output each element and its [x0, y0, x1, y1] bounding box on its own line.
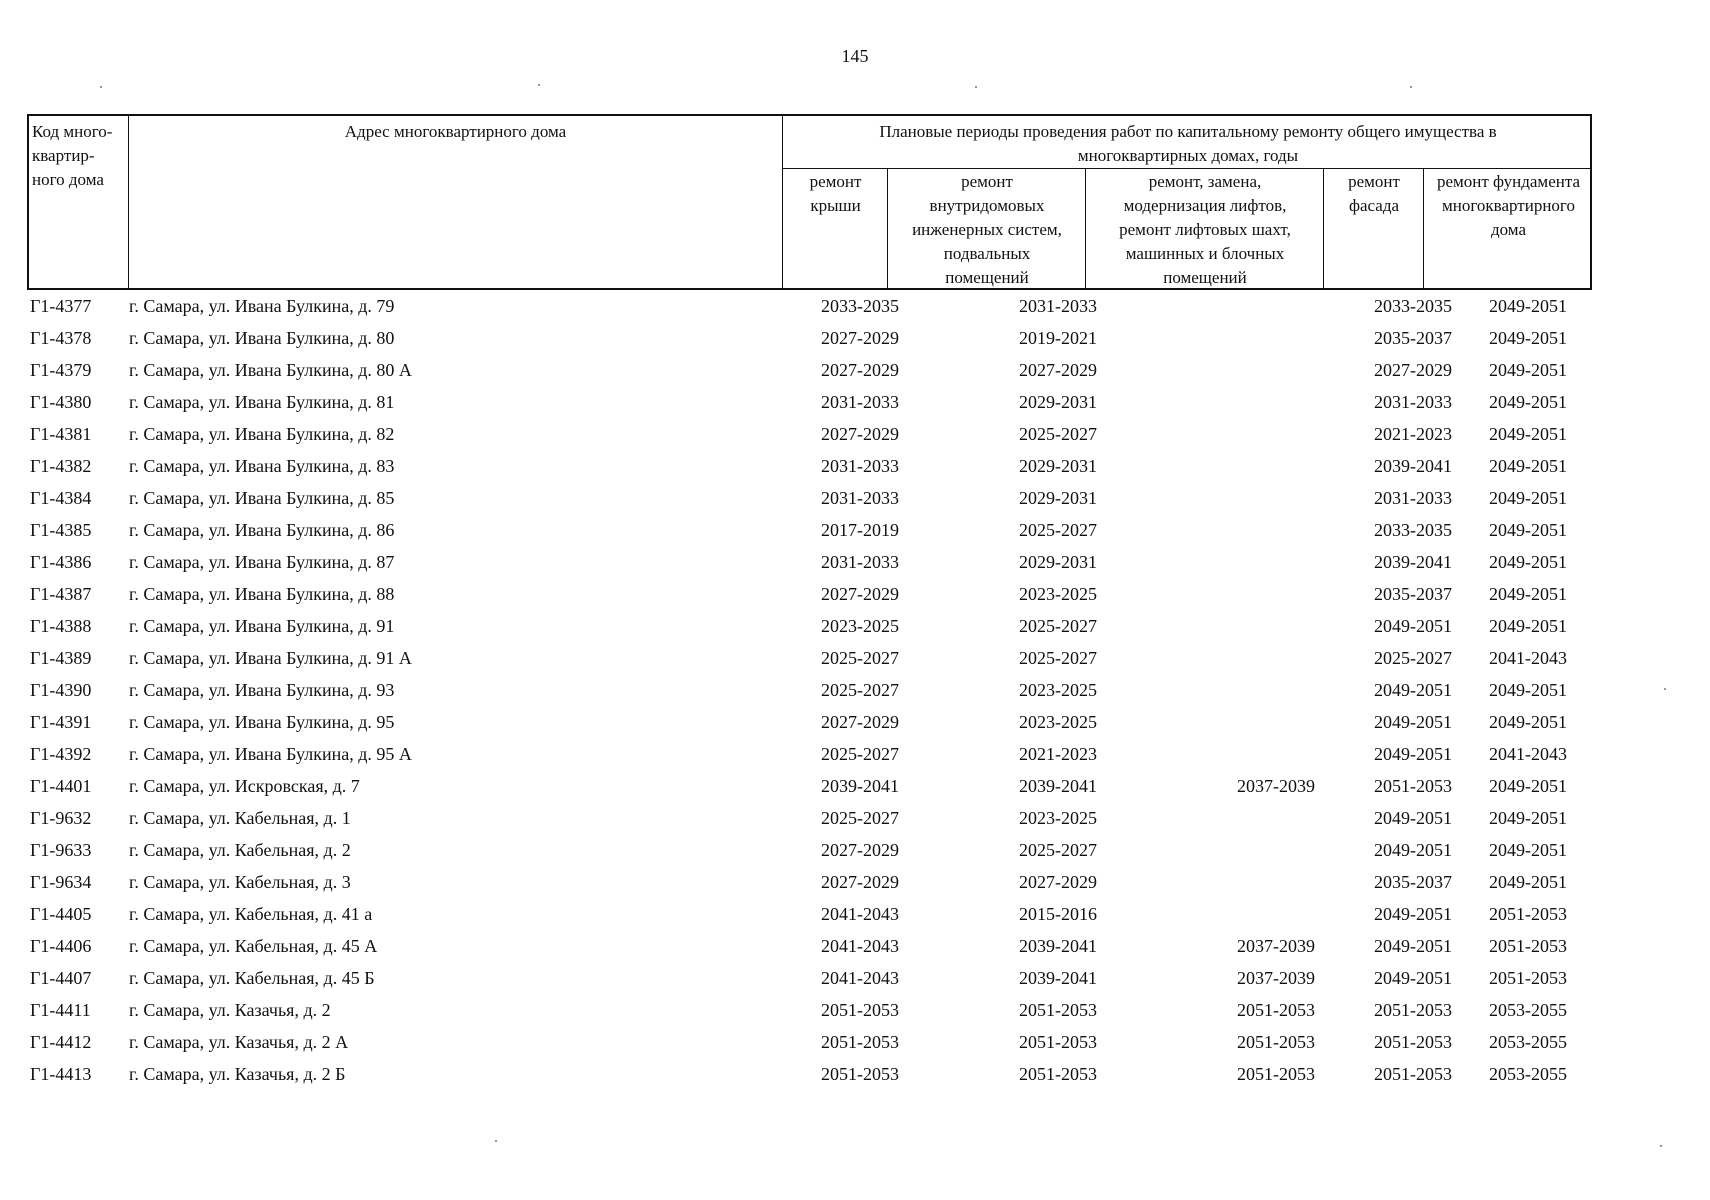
header-periods-group — [784, 120, 1592, 168]
cell-roof-repair: 2027-2029 — [821, 712, 899, 732]
header-line: помещений — [1163, 268, 1247, 287]
cell-foundation-repair: 2053-2055 — [1489, 1032, 1567, 1052]
cell-roof-repair: 2023-2025 — [821, 616, 899, 636]
header-line: модернизация лифтов, — [1123, 196, 1287, 215]
table-row — [27, 610, 1592, 642]
cell-lift-repair: 2037-2039 — [1237, 968, 1315, 988]
divider — [887, 168, 888, 290]
cell-roof-repair: 2027-2029 — [821, 872, 899, 892]
cell-foundation-repair: 2049-2051 — [1489, 360, 1567, 380]
cell-foundation-repair: 2049-2051 — [1489, 808, 1567, 828]
cell-roof-repair: 2031-2033 — [821, 552, 899, 572]
table-row — [27, 418, 1592, 450]
cell-address: г. Самара, ул. Ивана Булкина, д. 91 А — [129, 648, 412, 668]
cell-lift-repair: 2051-2053 — [1237, 1064, 1315, 1084]
scan-speck — [100, 86, 102, 88]
cell-code: Г1-4407 — [30, 968, 92, 988]
header-engineering — [889, 170, 1085, 290]
header-line: ремонт — [1348, 172, 1400, 191]
table-row — [27, 834, 1592, 866]
cell-code: Г1-4384 — [30, 488, 92, 508]
cell-facade-repair: 2049-2051 — [1374, 680, 1452, 700]
header-line: крыши — [810, 196, 861, 215]
header-code — [29, 120, 131, 192]
cell-foundation-repair: 2041-2043 — [1489, 648, 1567, 668]
cell-engineering-repair: 2039-2041 — [1019, 968, 1097, 988]
header-line: квартир- — [32, 146, 95, 165]
header-lift — [1087, 170, 1323, 290]
cell-code: Г1-4382 — [30, 456, 92, 476]
cell-engineering-repair: 2039-2041 — [1019, 776, 1097, 796]
table-row — [27, 802, 1592, 834]
cell-foundation-repair: 2049-2051 — [1489, 520, 1567, 540]
cell-foundation-repair: 2053-2055 — [1489, 1064, 1567, 1084]
cell-roof-repair: 2041-2043 — [821, 968, 899, 988]
cell-facade-repair: 2021-2023 — [1374, 424, 1452, 444]
cell-engineering-repair: 2021-2023 — [1019, 744, 1097, 764]
cell-code: Г1-4391 — [30, 712, 92, 732]
cell-address: г. Самара, ул. Ивана Булкина, д. 93 — [129, 680, 395, 700]
cell-engineering-repair: 2025-2027 — [1019, 648, 1097, 668]
header-line: ремонт, замена, — [1148, 172, 1262, 191]
divider — [782, 116, 783, 290]
table-row — [27, 674, 1592, 706]
cell-address: г. Самара, ул. Кабельная, д. 2 — [129, 840, 351, 860]
cell-facade-repair: 2039-2041 — [1374, 456, 1452, 476]
cell-lift-repair: 2037-2039 — [1237, 936, 1315, 956]
cell-lift-repair: 2051-2053 — [1237, 1032, 1315, 1052]
cell-facade-repair: 2049-2051 — [1374, 904, 1452, 924]
table-row — [27, 1026, 1592, 1058]
header-line: инженерных систем, — [912, 220, 1062, 239]
cell-facade-repair: 2051-2053 — [1374, 1000, 1452, 1020]
cell-roof-repair: 2031-2033 — [821, 456, 899, 476]
cell-foundation-repair: 2041-2043 — [1489, 744, 1567, 764]
table-row — [27, 354, 1592, 386]
cell-roof-repair: 2027-2029 — [821, 584, 899, 604]
cell-code: Г1-4380 — [30, 392, 92, 412]
cell-roof-repair: 2027-2029 — [821, 424, 899, 444]
cell-facade-repair: 2051-2053 — [1374, 1064, 1452, 1084]
header-roof — [784, 170, 887, 218]
cell-code: Г1-9633 — [30, 840, 92, 860]
header-line: подвальных — [943, 244, 1031, 263]
header-line: помещений — [945, 268, 1029, 287]
cell-lift-repair: 2051-2053 — [1237, 1000, 1315, 1020]
header-line: внутридомовых — [929, 196, 1045, 215]
cell-address: г. Самара, ул. Кабельная, д. 41 а — [129, 904, 373, 924]
scan-speck — [538, 84, 540, 86]
cell-engineering-repair: 2023-2025 — [1019, 712, 1097, 732]
cell-address: г. Самара, ул. Ивана Булкина, д. 82 — [129, 424, 395, 444]
table-row — [27, 514, 1592, 546]
cell-address: г. Самара, ул. Ивана Булкина, д. 80 — [129, 328, 395, 348]
cell-foundation-repair: 2049-2051 — [1489, 296, 1567, 316]
cell-roof-repair: 2031-2033 — [821, 488, 899, 508]
cell-code: Г1-4392 — [30, 744, 92, 764]
cell-code: Г1-4411 — [30, 1000, 91, 1020]
table-row — [27, 290, 1592, 322]
cell-roof-repair: 2051-2053 — [821, 1000, 899, 1020]
header-line: фасада — [1348, 196, 1400, 215]
cell-address: г. Самара, ул. Ивана Булкина, д. 85 — [129, 488, 395, 508]
cell-address: г. Самара, ул. Ивана Булкина, д. 87 — [129, 552, 395, 572]
cell-roof-repair: 2027-2029 — [821, 328, 899, 348]
cell-foundation-repair: 2049-2051 — [1489, 328, 1567, 348]
cell-foundation-repair: 2051-2053 — [1489, 904, 1567, 924]
table-row — [27, 386, 1592, 418]
cell-roof-repair: 2017-2019 — [821, 520, 899, 540]
scan-speck — [495, 1140, 497, 1142]
cell-foundation-repair: 2049-2051 — [1489, 392, 1567, 412]
cell-code: Г1-4388 — [30, 616, 92, 636]
cell-address: г. Самара, ул. Кабельная, д. 3 — [129, 872, 351, 892]
cell-engineering-repair: 2051-2053 — [1019, 1000, 1097, 1020]
cell-roof-repair: 2033-2035 — [821, 296, 899, 316]
cell-foundation-repair: 2049-2051 — [1489, 584, 1567, 604]
cell-roof-repair: 2051-2053 — [821, 1032, 899, 1052]
table-row — [27, 1058, 1592, 1090]
cell-facade-repair: 2025-2027 — [1374, 648, 1452, 668]
cell-facade-repair: 2039-2041 — [1374, 552, 1452, 572]
cell-engineering-repair: 2025-2027 — [1019, 616, 1097, 636]
cell-engineering-repair: 2019-2021 — [1019, 328, 1097, 348]
cell-engineering-repair: 2023-2025 — [1019, 680, 1097, 700]
header-line: ремонт — [961, 172, 1013, 191]
table-row — [27, 642, 1592, 674]
cell-code: Г1-4379 — [30, 360, 92, 380]
cell-foundation-repair: 2049-2051 — [1489, 840, 1567, 860]
cell-address: г. Самара, ул. Ивана Булкина, д. 80 А — [129, 360, 412, 380]
cell-engineering-repair: 2029-2031 — [1019, 552, 1097, 572]
cell-engineering-repair: 2015-2016 — [1019, 904, 1097, 924]
cell-facade-repair: 2049-2051 — [1374, 616, 1452, 636]
table-row — [27, 994, 1592, 1026]
cell-engineering-repair: 2031-2033 — [1019, 296, 1097, 316]
cell-facade-repair: 2049-2051 — [1374, 840, 1452, 860]
cell-facade-repair: 2033-2035 — [1374, 296, 1452, 316]
cell-code: Г1-4401 — [30, 776, 92, 796]
cell-foundation-repair: 2049-2051 — [1489, 616, 1567, 636]
cell-roof-repair: 2039-2041 — [821, 776, 899, 796]
cell-facade-repair: 2035-2037 — [1374, 872, 1452, 892]
cell-engineering-repair: 2027-2029 — [1019, 360, 1097, 380]
cell-roof-repair: 2027-2029 — [821, 360, 899, 380]
cell-foundation-repair: 2049-2051 — [1489, 712, 1567, 732]
scan-speck — [975, 86, 977, 88]
cell-engineering-repair: 2039-2041 — [1019, 936, 1097, 956]
table-row — [27, 578, 1592, 610]
cell-foundation-repair: 2053-2055 — [1489, 1000, 1567, 1020]
cell-roof-repair: 2025-2027 — [821, 648, 899, 668]
cell-facade-repair: 2035-2037 — [1374, 584, 1452, 604]
header-line: Код много- — [32, 122, 113, 141]
header-line: дома — [1490, 220, 1526, 239]
cell-code: Г1-4381 — [30, 424, 92, 444]
cell-lift-repair: 2037-2039 — [1237, 776, 1315, 796]
cell-code: Г1-4412 — [30, 1032, 92, 1052]
header-line: многоквартирных домах, годы — [1077, 146, 1299, 165]
cell-roof-repair: 2025-2027 — [821, 744, 899, 764]
cell-address: г. Самара, ул. Кабельная, д. 45 Б — [129, 968, 375, 988]
cell-code: Г1-4385 — [30, 520, 92, 540]
cell-roof-repair: 2025-2027 — [821, 808, 899, 828]
cell-code: Г1-4405 — [30, 904, 92, 924]
cell-address: г. Самара, ул. Ивана Булкина, д. 79 — [129, 296, 395, 316]
cell-code: Г1-4387 — [30, 584, 92, 604]
table-body — [27, 290, 1592, 1090]
cell-engineering-repair: 2029-2031 — [1019, 392, 1097, 412]
cell-engineering-repair: 2029-2031 — [1019, 456, 1097, 476]
table-row — [27, 322, 1592, 354]
cell-code: Г1-4406 — [30, 936, 92, 956]
cell-foundation-repair: 2049-2051 — [1489, 776, 1567, 796]
table-row — [27, 962, 1592, 994]
table-row — [27, 482, 1592, 514]
cell-facade-repair: 2035-2037 — [1374, 328, 1452, 348]
cell-facade-repair: 2031-2033 — [1374, 488, 1452, 508]
table-row — [27, 706, 1592, 738]
divider — [1085, 168, 1086, 290]
cell-address: г. Самара, ул. Казачья, д. 2 Б — [129, 1064, 346, 1084]
cell-address: г. Самара, ул. Ивана Булкина, д. 95 — [129, 712, 395, 732]
table-row — [27, 898, 1592, 930]
cell-foundation-repair: 2049-2051 — [1489, 488, 1567, 508]
cell-engineering-repair: 2051-2053 — [1019, 1064, 1097, 1084]
cell-facade-repair: 2049-2051 — [1374, 712, 1452, 732]
cell-address: г. Самара, ул. Казачья, д. 2 — [129, 1000, 331, 1020]
cell-roof-repair: 2031-2033 — [821, 392, 899, 412]
header-line: машинных и блочных — [1125, 244, 1285, 263]
cell-engineering-repair: 2051-2053 — [1019, 1032, 1097, 1052]
cell-engineering-repair: 2027-2029 — [1019, 872, 1097, 892]
cell-engineering-repair: 2025-2027 — [1019, 840, 1097, 860]
page-number: 145 — [841, 46, 869, 66]
scan-speck — [1410, 86, 1412, 88]
cell-foundation-repair: 2049-2051 — [1489, 552, 1567, 572]
divider — [782, 168, 1592, 169]
cell-code: Г1-9632 — [30, 808, 92, 828]
cell-address: г. Самара, ул. Ивана Булкина, д. 91 — [129, 616, 395, 636]
header-line: ремонт лифтовых шахт, — [1119, 220, 1291, 239]
cell-roof-repair: 2027-2029 — [821, 840, 899, 860]
cell-code: Г1-4377 — [30, 296, 92, 316]
cell-code: Г1-4413 — [30, 1064, 92, 1084]
table-row — [27, 770, 1592, 802]
header-address — [129, 120, 782, 144]
cell-address: г. Самара, ул. Искровская, д. 7 — [129, 776, 360, 796]
cell-roof-repair: 2025-2027 — [821, 680, 899, 700]
table-row — [27, 738, 1592, 770]
header-line: ремонт фундамента — [1436, 172, 1581, 191]
header-facade — [1325, 170, 1423, 218]
scan-speck — [1660, 1145, 1662, 1147]
cell-engineering-repair: 2025-2027 — [1019, 520, 1097, 540]
header-line: ного дома — [32, 170, 104, 189]
cell-facade-repair: 2031-2033 — [1374, 392, 1452, 412]
cell-address: г. Самара, ул. Ивана Булкина, д. 81 — [129, 392, 395, 412]
cell-code: Г1-4378 — [30, 328, 92, 348]
cell-foundation-repair: 2049-2051 — [1489, 872, 1567, 892]
header-line: многоквартирного — [1442, 196, 1575, 215]
header-line: ремонт — [809, 172, 862, 191]
cell-code: Г1-9634 — [30, 872, 92, 892]
cell-address: г. Самара, ул. Кабельная, д. 45 А — [129, 936, 378, 956]
cell-code: Г1-4389 — [30, 648, 92, 668]
cell-foundation-repair: 2049-2051 — [1489, 424, 1567, 444]
cell-roof-repair: 2041-2043 — [821, 936, 899, 956]
cell-address: г. Самара, ул. Ивана Булкина, д. 95 А — [129, 744, 412, 764]
table-header — [27, 114, 1592, 290]
table-row — [27, 546, 1592, 578]
cell-engineering-repair: 2029-2031 — [1019, 488, 1097, 508]
header-line: Адрес многоквартирного дома — [344, 122, 567, 141]
cell-code: Г1-4390 — [30, 680, 92, 700]
divider — [1323, 168, 1324, 290]
cell-address: г. Самара, ул. Ивана Булкина, д. 83 — [129, 456, 395, 476]
cell-code: Г1-4386 — [30, 552, 92, 572]
cell-facade-repair: 2051-2053 — [1374, 1032, 1452, 1052]
cell-engineering-repair: 2025-2027 — [1019, 424, 1097, 444]
cell-foundation-repair: 2051-2053 — [1489, 968, 1567, 988]
cell-engineering-repair: 2023-2025 — [1019, 808, 1097, 828]
cell-foundation-repair: 2049-2051 — [1489, 680, 1567, 700]
cell-foundation-repair: 2051-2053 — [1489, 936, 1567, 956]
scan-speck — [1664, 688, 1666, 690]
cell-facade-repair: 2033-2035 — [1374, 520, 1452, 540]
table-row — [27, 930, 1592, 962]
table-row — [27, 866, 1592, 898]
cell-engineering-repair: 2023-2025 — [1019, 584, 1097, 604]
cell-facade-repair: 2049-2051 — [1374, 744, 1452, 764]
header-line: Плановые периоды проведения работ по капитальному ремонту общего имущества в — [879, 122, 1497, 141]
cell-foundation-repair: 2049-2051 — [1489, 456, 1567, 476]
cell-address: г. Самара, ул. Ивана Булкина, д. 86 — [129, 520, 395, 540]
cell-roof-repair: 2051-2053 — [821, 1064, 899, 1084]
cell-facade-repair: 2051-2053 — [1374, 776, 1452, 796]
cell-facade-repair: 2049-2051 — [1374, 936, 1452, 956]
cell-facade-repair: 2027-2029 — [1374, 360, 1452, 380]
cell-address: г. Самара, ул. Казачья, д. 2 А — [129, 1032, 349, 1052]
table-row — [27, 450, 1592, 482]
cell-roof-repair: 2041-2043 — [821, 904, 899, 924]
cell-address: г. Самара, ул. Кабельная, д. 1 — [129, 808, 351, 828]
cell-facade-repair: 2049-2051 — [1374, 968, 1452, 988]
divider — [1423, 168, 1424, 290]
cell-address: г. Самара, ул. Ивана Булкина, д. 88 — [129, 584, 395, 604]
header-foundation — [1425, 170, 1592, 242]
cell-facade-repair: 2049-2051 — [1374, 808, 1452, 828]
